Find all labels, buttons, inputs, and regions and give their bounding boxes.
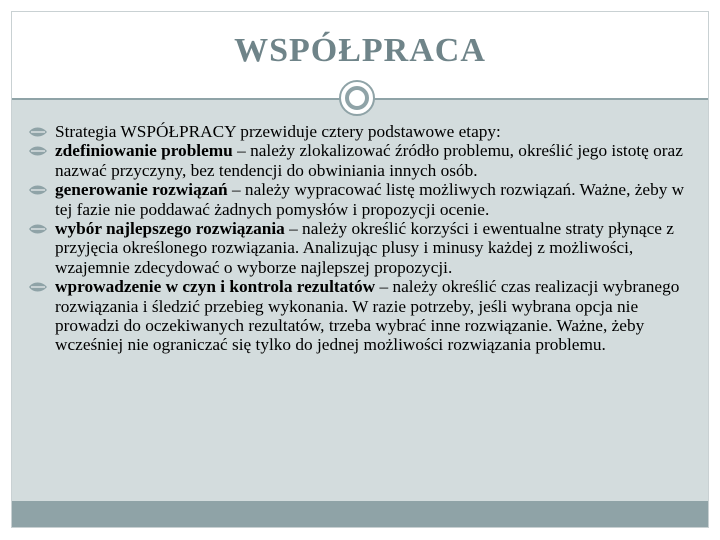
item-description: – należy określić czas realizacji wybranego rozwiązania i śledzić przebieg wykonania. W razie potrzeby, jeśli wybrana opcja nie prowadzi do oczekiwanych rezultatów, trzeba wybrać inne rozwiązanie. Ważne, żeby wcześniej nie ograniczać się tylko do jednej możliwości rozwiązania problemu. xyxy=(55,277,680,355)
item-description: – należy wypracować listę możliwych rozwiązań. Ważne, żeby w tej fazie nie poddawać żadnych pomysłów i propozycji ocenie. xyxy=(55,180,685,219)
leaf-bullet-icon xyxy=(28,281,48,293)
item-term: zdefiniowanie problemu xyxy=(55,141,233,161)
item-description: – należy określić korzyści i ewentualne straty płynące z przyjęcia określonego rozwiązania. Analizując plusy i minusy każdej z możliwości, wzajemnie zdecydować o wyborze najlepszej propozycji. xyxy=(55,219,674,277)
bullet-list xyxy=(28,122,700,355)
list-item xyxy=(28,141,700,180)
footer-bar xyxy=(12,501,708,527)
list-item xyxy=(28,180,700,219)
leaf-bullet-icon xyxy=(28,126,48,138)
leaf-bullet-icon xyxy=(28,223,48,235)
leaf-bullet-icon xyxy=(28,145,48,157)
item-term: wprowadzenie w czyn i kontrola rezultatów xyxy=(55,277,376,297)
slide-title: WSPÓŁPRACA xyxy=(234,32,486,69)
item-description: – należy zlokalizować źródło problemu, określić jego istotę oraz nazwać przyczyny, bez tendencji do obwiniania innych osób. xyxy=(55,141,683,180)
list-item-intro xyxy=(28,122,700,141)
list-item xyxy=(28,277,700,355)
list-item xyxy=(28,219,700,277)
item-term: wybór najlepszego rozwiązania xyxy=(55,219,285,239)
item-term: generowanie rozwiązań xyxy=(55,180,228,200)
intro-text: Strategia WSPÓŁPRACY przewiduje cztery podstawowe etapy: xyxy=(55,122,501,141)
ring-ornament-icon xyxy=(339,80,375,116)
leaf-bullet-icon xyxy=(28,184,48,196)
